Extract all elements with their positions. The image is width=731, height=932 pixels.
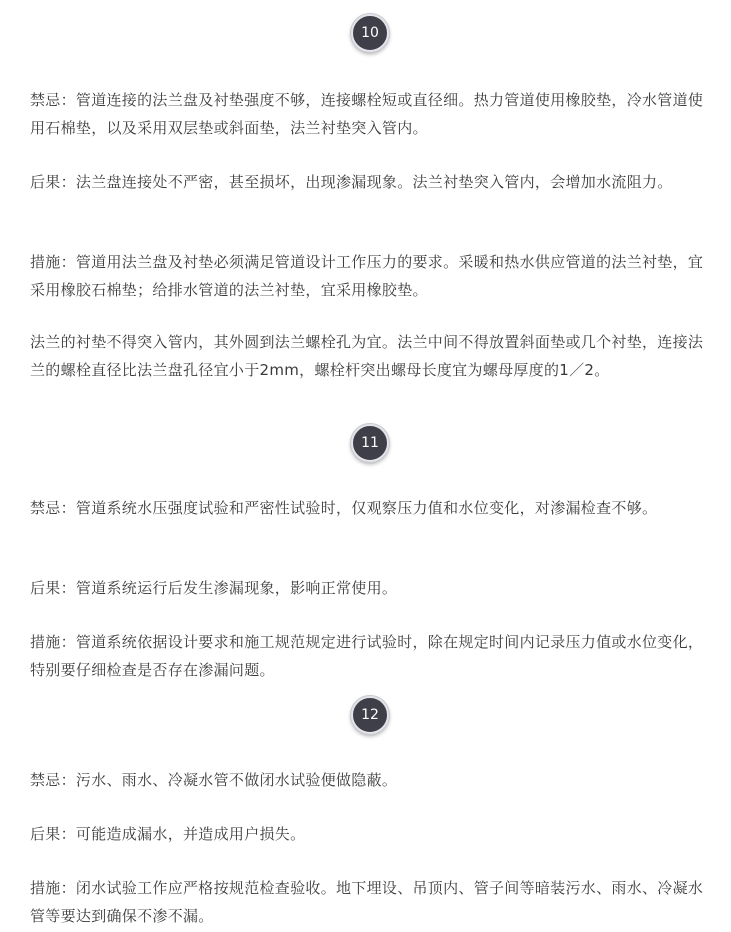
consequence-paragraph: 后果：法兰盘连接处不严密，甚至损坏，出现渗漏现象。法兰衬垫突入管内，会增加水流阻力。 (30, 173, 673, 191)
prohibition-paragraph: 禁忌：管道连接的法兰盘及衬垫强度不够，连接螺栓短或直径细。热力管道使用橡胶垫，冷水管道使用石棉垫，以及采用双层垫或斜面垫，法兰衬垫突入管内。 (30, 91, 704, 137)
section-number-badge: 12 (351, 696, 389, 734)
measure-paragraph: 措施：闭水试验工作应严格按规范检查验收。地下埋设、吊顶内、管子间等暗装污水、雨水、冷凝水管等要达到确保不渗不漏。 (30, 879, 704, 925)
consequence-paragraph: 后果：可能造成漏水，并造成用户损失。 (30, 825, 306, 843)
prohibition-paragraph: 禁忌：管道系统水压强度试验和严密性试验时，仅观察压力值和水位变化，对渗漏检查不够。 (30, 499, 658, 517)
measure-paragraph: 措施：管道系统依据设计要求和施工规范规定进行试验时，除在规定时间内记录压力值或水位变化，特别要仔细检查是否存在渗漏问题。 (30, 633, 704, 679)
note-paragraph: 法兰的衬垫不得突入管内，其外圆到法兰螺栓孔为宜。法兰中间不得放置斜面垫或几个衬垫，连接法兰的螺栓直径比法兰盘孔径宜小于2mm，螺栓杆突出螺母长度宜为螺母厚度的1／2。 (30, 333, 704, 379)
measure-paragraph: 措施：管道用法兰盘及衬垫必须满足管道设计工作压力的要求。采暖和热水供应管道的法兰衬垫，宜采用橡胶石棉垫；给排水管道的法兰衬垫，宜采用橡胶垫。 (30, 253, 704, 299)
section-number-badge: 10 (351, 14, 389, 52)
consequence-paragraph: 后果：管道系统运行后发生渗漏现象，影响正常使用。 (30, 579, 398, 597)
section-number-badge: 11 (351, 424, 389, 462)
prohibition-paragraph: 禁忌：污水、雨水、冷凝水管不做闭水试验便做隐蔽。 (30, 771, 398, 789)
